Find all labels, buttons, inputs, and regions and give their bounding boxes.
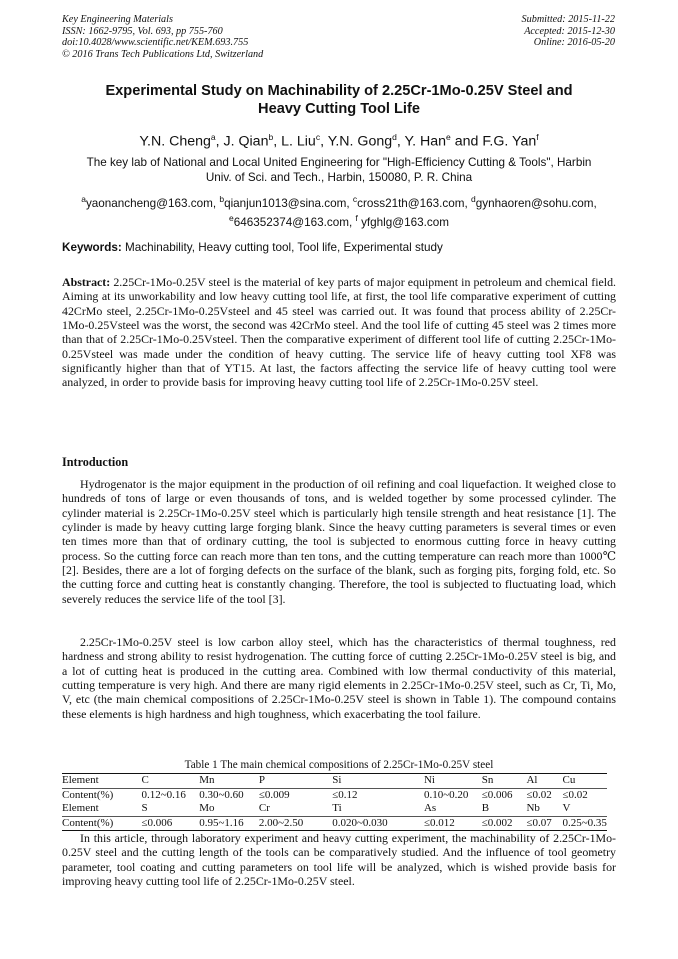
table-cell: Cr (258, 802, 270, 814)
author-name: L. Liu (281, 133, 316, 150)
author-affiliation-mark: c (315, 132, 321, 142)
email-separator: , (212, 196, 220, 210)
table-row (62, 788, 607, 802)
table-cell: ≤0.009 (259, 788, 332, 802)
table-cell: 0.12~0.16 (141, 788, 199, 802)
email-mark: a (81, 194, 86, 204)
author-affiliation-mark: a (210, 132, 216, 142)
table-cell: 0.30~0.60 (199, 788, 259, 802)
email-mark: c (352, 194, 358, 204)
issn-line: ISSN: 1662-9795, Vol. 693, pp 755-760 (62, 25, 223, 37)
author-list (62, 128, 616, 151)
author-separator: , (273, 133, 282, 150)
author-name: J. Qian (223, 133, 269, 150)
table-row (62, 802, 607, 816)
table-cell: ≤0.006 (482, 788, 527, 802)
journal-name: Key Engineering Materials (62, 14, 173, 25)
table-cell: ≤0.002 (482, 816, 527, 831)
table-cell: 0.25~0.35 (562, 816, 607, 829)
email-address[interactable]: yfghlg@163.com (357, 216, 449, 230)
author-separator: , (320, 133, 328, 150)
table-cell: C (141, 774, 199, 789)
table-cell: ≤0.006 (141, 816, 199, 831)
affiliation-line-1: The key lab of National and Local United Engineering for "High-Efficiency Cutting & Tools", Harbin (86, 156, 592, 169)
email-separator: , (348, 216, 356, 230)
email-mark: b (219, 194, 225, 204)
composition-table (62, 773, 607, 831)
abstract-text: 2.25Cr-1Mo-0.25V steel is the material of key parts of major equipment in petroleum and chemical field. Aiming at its unworkability and low heavy cutting tool life, at first, the tool life comparative experiment of cutting 42CrMo steel, 2.25Cr-1Mo-0.25Vsteel and 45 steel was carried out. It was found that process ability of 2.25Cr-1Mo-0.25Vsteel was the worst, the second was 42CrMo steel. And the tool life of cutting 45 steel was 2 times more than that of 2.25Cr-1Mo-0.25Vsteel. Then the comparative experiment of different tool life of cutting 2.25Cr-1Mo-0.25Vsteel was made under the condition of heavy cutting. The service life of heavy cutting tool XF8 was significantly higher than that of YT15. At last, the factors affecting the service life of heavy cutting tool were analyzed, in order to provide basis for improving heavy cutting tool life of 2.25Cr-1Mo-0.25V steel. (62, 275, 616, 390)
submitted-date: Submitted: 2015-11-22 (521, 14, 615, 25)
section-heading-introduction: Introduction (62, 455, 129, 469)
table-cell: Si (332, 774, 424, 789)
author-affiliation-mark: e (446, 132, 451, 142)
intro-paragraph-1-text: Hydrogenator is the major equipment in the production of oil refining and coal liquefaction. It weighed close to hundreds of tons of large or even thousands of tons, and is welded together by some processed cylinder. The cylinder material is 2.25Cr-1Mo-0.25V steel which is particularly high tensile strength and heat resistance [1]. The cylinder is made by heavy cutting large forging blank. Since the heavy cutting parameters is several times or even ten times more than that of ordinary cutting, the tool is subjected to enormous cutting force in heavy cutting process. So the cutting force can reach more than ten tons, and the cutting temperature can reach more than 1000℃ [2]. Besides, there are a lot of forging defects on the surface of the blank, such as forging pits, forging fold, etc. So the cutting force and cutting heat is constantly changing. Therefore, the tool is subjected to fluctuating load, which severely reduces the service life of the tool [3]. (62, 477, 616, 606)
table-cell: ≤0.012 (424, 816, 482, 831)
keywords-label: Keywords: (62, 241, 122, 254)
intro-paragraph-3 (62, 831, 616, 888)
table-cell: V (562, 802, 571, 814)
intro-paragraph-1 (62, 477, 616, 606)
abstract-label: Abstract: (62, 275, 111, 289)
email-list (62, 192, 616, 231)
table-cell: 0.10~0.20 (424, 788, 482, 802)
abstract (62, 275, 616, 390)
dates-info (522, 14, 615, 49)
table-cell: Cu (562, 774, 607, 789)
table-cell: Sn (482, 774, 527, 789)
table-cell: Mn (199, 774, 259, 789)
author-affiliation-mark: b (268, 132, 274, 142)
author-name: Y.N. Cheng (139, 133, 211, 150)
copyright-line: © 2016 Trans Tech Publications Ltd, Switzerland (62, 48, 264, 60)
author-separator: and (450, 133, 483, 150)
email-mark: d (471, 194, 476, 204)
table-cell: Content(%) (62, 816, 141, 831)
keywords (62, 241, 616, 255)
intro-paragraph-2-text: 2.25Cr-1Mo-0.25V steel is low carbon alloy steel, which has the characteristics of thermal toughness, red hardness and strong ability to resist hydrogenation. The cutting force of cutting 2.25Cr-1Mo-0.25V steel is big, and a lot of cutting heat is produced in the cutting area. Combined with low thermal conductivity of this material, cutting temperature is very high. And there are many rigid elements in 2.25Cr-1Mo-0.25V steel, such as Cr, Ti, Mo, V, etc (the main chemical compositions of 2.25Cr-1Mo-0.25V steel is shown in Table 1). The compound contains these elements is high hardness and high toughness, which exacerbating the tool failure. (62, 635, 616, 721)
table-cell: Ti (332, 802, 342, 814)
intro-paragraph-3-text: In this article, through laboratory experiment and heavy cutting experiment, the machinability of 2.25Cr-1Mo-0.25V steel and the cutting length of the tools can be comparatively studied. And the influence of tool geometry parameter, tool coating and cutting parameters on tool life will be analyzed, which is wished provide basis for improving heavy cutting tool life of 2.25Cr-1Mo-0.25V steel. (62, 831, 616, 889)
email-mark: f (355, 213, 358, 224)
table-cell: S (141, 802, 148, 814)
table-cell: 2.00~2.50 (259, 816, 332, 831)
author-name: Y.N. Gong (327, 133, 393, 150)
table-cell: 0.020~0.030 (332, 816, 424, 831)
keywords-text: Machinability, Heavy cutting tool, Tool life, Experimental study (121, 241, 443, 254)
author-name: Y. Han (404, 133, 447, 150)
table-cell: ≤0.12 (332, 788, 424, 802)
author-affiliation-mark: f (536, 132, 539, 142)
email-address[interactable]: cross21th@163.com (357, 196, 465, 210)
table-cell: P (259, 774, 332, 789)
table-cell: Nb (526, 802, 540, 814)
online-date: Online: 2016-05-20 (533, 37, 615, 49)
title-line-1: Experimental Study on Machinability of 2.25Cr-1Mo-0.25V Steel and (105, 83, 573, 99)
table-cell: ≤0.02 (562, 788, 607, 802)
table-row (62, 774, 607, 789)
author-separator: , (215, 133, 224, 150)
table-caption: Table 1 The main chemical compositions of 2.25Cr-1Mo-0.25V steel (184, 759, 494, 771)
table-cell: Mo (199, 802, 215, 814)
table-cell: As (423, 802, 437, 814)
table-row (62, 816, 607, 831)
journal-info (62, 14, 263, 60)
author-separator: , (396, 133, 405, 150)
doi-line: doi:10.4028/www.scientific.net/KEM.693.755 (62, 37, 249, 49)
table-cell: 0.95~1.16 (199, 816, 259, 831)
email-address[interactable]: yaonancheng@163.com (85, 196, 213, 210)
table-cell: Content(%) (62, 788, 141, 802)
author-affiliation-mark: d (392, 132, 397, 142)
table-cell: ≤0.07 (526, 816, 562, 831)
email-separator: , (464, 196, 472, 210)
table-cell: ≤0.02 (526, 788, 562, 802)
table-cell: B (481, 802, 490, 814)
email-mark: e (229, 213, 234, 224)
intro-paragraph-2 (62, 635, 616, 721)
title-line-2: Heavy Cutting Tool Life (258, 101, 420, 117)
email-separator: , (346, 196, 353, 210)
accepted-date: Accepted: 2015-12-30 (524, 25, 615, 37)
table-cell: Ni (424, 774, 482, 789)
email-address[interactable]: qianjun1013@sina.com (224, 196, 347, 210)
author-name: F.G. Yan (482, 133, 537, 150)
email-address[interactable]: gynhaoren@sohu.com, (475, 196, 597, 210)
table-cell: Al (526, 774, 562, 789)
table-cell: Element (62, 802, 99, 814)
affiliation-line-2: Univ. of Sci. and Tech., Harbin, 150080, P. R. China (205, 170, 473, 184)
paper-title (62, 82, 616, 118)
email-address[interactable]: 646352374@163.com (233, 216, 349, 230)
affiliation (62, 156, 616, 185)
table-cell: Element (62, 774, 141, 789)
